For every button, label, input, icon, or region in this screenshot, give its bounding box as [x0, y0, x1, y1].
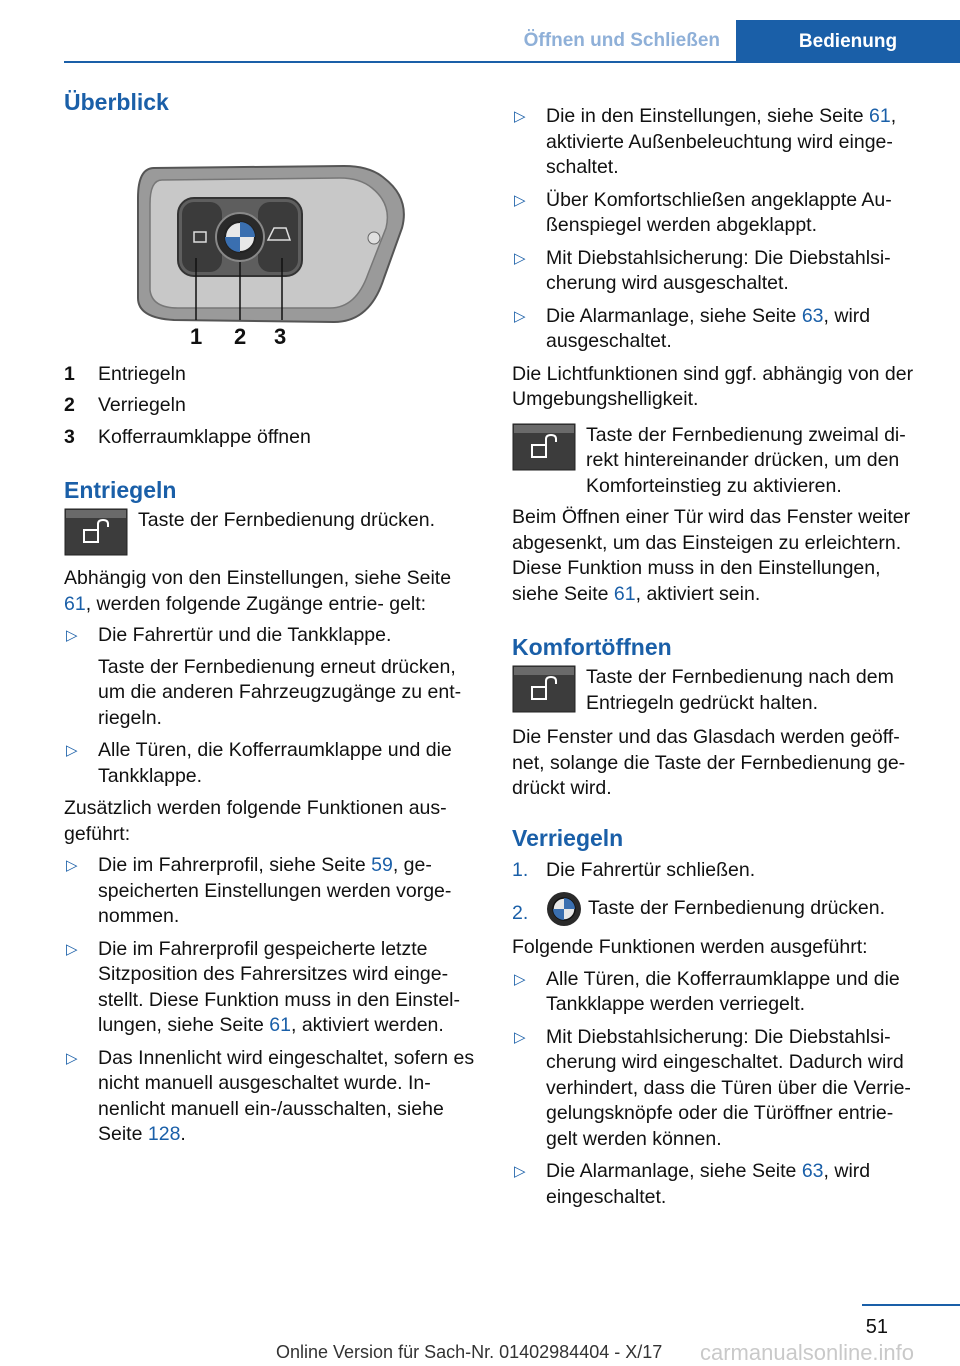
triangle-bullet-icon: ▷	[514, 1163, 526, 1180]
list-item: ▷ Alle Türen, die Kofferraumklappe und die Tankklappe.	[66, 739, 452, 787]
triangle-bullet-icon: ▷	[66, 940, 78, 958]
list-item: 2. Taste der Fernbedienung drücken.	[512, 891, 928, 927]
legend-item: 2 Verriegeln	[64, 394, 186, 416]
paragraph: Abhängig von den Einstellungen, siehe Seite 61, werden folgende Zugänge entrie‐ gelt:	[64, 567, 452, 615]
paragraph: Folgende Funktionen werden ausgeführt:	[512, 936, 868, 958]
page-link[interactable]: 63	[801, 1160, 824, 1182]
chapter-title: Öffnen und Schließen	[523, 30, 720, 51]
triangle-bullet-icon: ▷	[514, 970, 526, 988]
triangle-bullet-icon: ▷	[66, 1049, 78, 1067]
comfort-open-instruction: Taste der Fernbedienung nach dem Entriegeln gedrückt halten.	[512, 665, 928, 717]
triangle-bullet-icon: ▷	[66, 742, 78, 759]
watermark: carmanualsonline.info	[700, 1340, 915, 1365]
section-title-komfortoeffnen: Komfortöffnen	[512, 634, 672, 660]
paragraph: Die Lichtfunktionen sind ggf. abhängig von der Umgebungshelligkeit.	[512, 362, 914, 410]
right-column	[512, 104, 928, 1217]
list-item: ▷ Über Komfortschließen angeklappte Au‐ ßenspiegel werden abgeklappt.	[514, 188, 892, 236]
figure-number-3: 3	[274, 324, 287, 348]
bullet-list	[64, 853, 476, 1148]
list-item: ▷ Die Alarmanlage, siehe Seite 63, wird eingeschaltet.	[514, 1160, 871, 1208]
unlock-button-icon	[64, 508, 128, 556]
list-item: 1. Die Fahrertür schließen.	[512, 858, 756, 881]
triangle-bullet-icon: ▷	[66, 627, 78, 644]
legend-item: 1 Entriegeln	[64, 362, 186, 385]
triangle-bullet-icon: ▷	[514, 108, 526, 125]
page-link[interactable]: 61	[269, 1014, 291, 1036]
list-item: ▷ Die in den Einstellungen, siehe Seite 61, aktivierte Außenbeleuchtung wird einge‐ schaltet.	[514, 105, 897, 178]
page-link[interactable]: 63	[801, 304, 824, 327]
unlock-button-icon	[512, 665, 576, 713]
bmw-logo-icon	[546, 891, 582, 927]
online-version-note: Online Version für Sach-Nr. 01402984404 - X/17	[276, 1342, 663, 1362]
figure-number-1: 1	[190, 324, 203, 348]
page-link[interactable]: 61	[613, 582, 636, 605]
paragraph: Beim Öffnen einer Tür wird das Fenster weiter abgesenkt, um das Einsteigen zu erleichtern. Diese Funktion muss in den Einstellungen, siehe Seite 61, aktiviert sein.	[512, 506, 911, 605]
triangle-bullet-icon: ▷	[514, 1028, 526, 1046]
page-header	[0, 20, 960, 62]
remote-key-figure	[134, 158, 410, 348]
comfort-entry-instruction: Taste der Fernbedienung zweimal di‐ rekt hintereinander drücken, um den Komforteinstieg zu aktivieren.	[512, 423, 928, 500]
section-tab[interactable]: Bedienung	[736, 20, 960, 62]
triangle-bullet-icon: ▷	[514, 307, 526, 325]
list-item: ▷ Die im Fahrerprofil gespeicherte letzte Sitzposition des Fahrersitzes wird einge‐ stellt. Diese Funktion muss in den Einstel‐ lungen, siehe Seite 61, aktiviert werden.	[66, 937, 460, 1036]
list-item: ▷ Mit Diebstahlsicherung: Die Diebstahlsi‐ cherung wird ausgeschaltet.	[514, 246, 891, 294]
page-link[interactable]: 61	[869, 105, 891, 127]
list-item: ▷ Das Innenlicht wird eingeschaltet, sofern es nicht manuell ausgeschaltet wurde. In‐ nenlicht manuell ein-/ausschalten, siehe Seite 128.	[66, 1046, 475, 1145]
figure-number-2: 2	[234, 324, 247, 348]
paragraph: Die Fenster und das Glasdach werden geöff‐ net, solange die Taste der Fernbedienung ge‐ drückt wird.	[512, 726, 906, 799]
step-list	[512, 858, 928, 928]
left-column	[64, 88, 476, 1155]
list-item: ▷ Alle Türen, die Kofferraumklappe und die Tankklappe werden verriegelt.	[514, 967, 900, 1015]
unlock-button-icon	[512, 423, 576, 471]
section-title-verriegeln: Verriegeln	[512, 824, 624, 851]
bullet-list	[512, 104, 928, 355]
section-title-entriegeln: Entriegeln	[64, 477, 177, 503]
list-item: ▷ Die Fahrertür und die Tankklappe. Taste der Fernbedienung erneut drücken, um die anderen Fahrzeugzugänge zu ent‐ riegeln.	[66, 624, 462, 729]
triangle-bullet-icon: ▷	[66, 857, 78, 874]
legend-item: 3 Kofferraumklappe öffnen	[64, 425, 311, 448]
bullet-list	[64, 623, 476, 789]
triangle-bullet-icon: ▷	[514, 249, 526, 267]
header-rule	[64, 61, 960, 63]
section-title-ueberblick: Überblick	[64, 89, 169, 115]
list-item: ▷ Die Alarmanlage, siehe Seite 63, wird ausgeschaltet.	[514, 304, 871, 352]
list-item: ▷ Mit Diebstahlsicherung: Die Diebstahlsi‐ cherung wird eingeschaltet. Dadurch wird verhindert, dass die Türen über die Verrie‐ gelungsknöpfe oder die Türöffner entrie‐ gelt werden können.	[514, 1025, 911, 1150]
page-link[interactable]: 61	[64, 592, 86, 615]
footer-rule	[862, 1304, 960, 1306]
paragraph: Zusätzlich werden folgende Funktionen aus‐ geführt:	[64, 797, 447, 845]
unlock-button-instruction: Taste der Fernbedienung drücken.	[64, 508, 476, 560]
bullet-list	[512, 967, 928, 1211]
figure-legend	[64, 362, 476, 451]
page-link[interactable]: 128	[147, 1123, 181, 1145]
page-number: 51	[865, 1316, 888, 1338]
triangle-bullet-icon: ▷	[514, 191, 526, 209]
page-link[interactable]: 59	[371, 854, 393, 876]
list-item: ▷ Die im Fahrerprofil, siehe Seite 59, ge‐ speicherten Einstellungen werden vorge‐ nommen.	[66, 854, 452, 927]
